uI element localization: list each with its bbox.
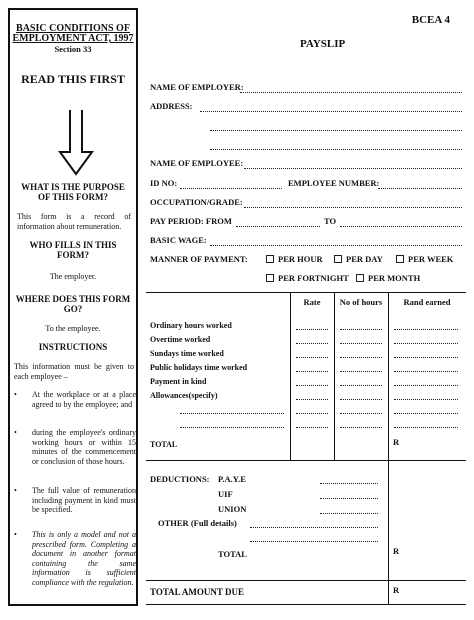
where-answer: To the employee. (45, 324, 101, 333)
hours-cell[interactable] (340, 350, 382, 358)
bullet-icon: • (14, 530, 17, 539)
rate-cell[interactable] (296, 406, 328, 414)
row-overtime: Overtime worked (150, 335, 211, 344)
bullet-icon: • (14, 390, 17, 399)
bullet-icon: • (14, 486, 17, 495)
deduction-paye: P.A.Y.E (218, 474, 246, 484)
address-label: ADDRESS: (150, 101, 193, 111)
checkbox-icon[interactable] (266, 255, 274, 263)
column-header-rate: Rate (303, 297, 321, 307)
employee-label: NAME OF EMPLOYEE: (150, 158, 244, 168)
column-divider-rate (290, 292, 291, 460)
option-per-hour[interactable]: PER HOUR (266, 254, 323, 264)
deductions-top-border (146, 460, 466, 461)
deduction-other: OTHER (Full details) (158, 518, 237, 528)
instructions-intro: This information must be given to each employee – (14, 362, 134, 381)
basic-wage-field[interactable] (210, 237, 462, 246)
earned-cell[interactable] (394, 406, 458, 414)
rate-cell[interactable] (296, 350, 328, 358)
deductions-label: DEDUCTIONS: (150, 474, 210, 484)
form-code: BCEA 4 (411, 14, 450, 26)
total-due-bottom-border (146, 604, 466, 605)
table-top-border (146, 292, 466, 293)
bullet-icon: • (14, 428, 17, 437)
option-per-month[interactable]: PER MONTH (356, 273, 420, 283)
occupation-field[interactable] (244, 199, 462, 208)
uif-field[interactable] (320, 491, 378, 499)
union-field[interactable] (320, 506, 378, 514)
pay-period-to-field[interactable] (340, 218, 462, 227)
earned-cell[interactable] (394, 364, 458, 372)
rate-cell[interactable] (296, 378, 328, 386)
allowance-detail-field[interactable] (180, 406, 284, 414)
hours-cell[interactable] (340, 420, 382, 428)
paye-field[interactable] (320, 476, 378, 484)
column-divider-earned (388, 292, 389, 460)
form-title: PAYSLIP (300, 38, 346, 50)
rate-cell[interactable] (296, 392, 328, 400)
rate-cell[interactable] (296, 336, 328, 344)
option-per-fortnight[interactable]: PER FORTNIGHT (266, 273, 349, 283)
checkbox-icon[interactable] (266, 274, 274, 282)
rate-cell[interactable] (296, 322, 328, 330)
manner-of-payment-label: MANNER OF PAYMENT: (150, 254, 248, 264)
who-answer: The employer. (49, 272, 97, 281)
employee-number-label: EMPLOYEE NUMBER: (288, 178, 380, 188)
hours-cell[interactable] (340, 364, 382, 372)
rate-cell[interactable] (296, 420, 328, 428)
pay-period-to-label: TO (324, 216, 337, 226)
rate-cell[interactable] (296, 364, 328, 372)
occupation-label: OCCUPATION/GRADE: (150, 197, 243, 207)
hours-cell[interactable] (340, 392, 382, 400)
earned-cell[interactable] (394, 350, 458, 358)
act-section: Section 33 (54, 44, 92, 54)
hours-cell[interactable] (340, 336, 382, 344)
act-title-line-1: BASIC CONDITIONS OF (16, 23, 130, 34)
read-first-heading: READ THIS FIRST (21, 72, 125, 86)
total-due-top-border (146, 580, 466, 581)
checkbox-icon[interactable] (334, 255, 342, 263)
who-heading-1: WHO FILLS IN THIS (29, 240, 117, 250)
address-field-line-1[interactable] (200, 103, 462, 112)
total-amount-due-label: TOTAL AMOUNT DUE (150, 587, 245, 597)
employer-field[interactable] (240, 84, 462, 93)
purpose-answer: This form is a record of information about remuneration. (17, 212, 131, 231)
checkbox-icon[interactable] (396, 255, 404, 263)
deductions-total-currency: R (393, 546, 400, 556)
pay-period-from-field[interactable] (236, 218, 320, 227)
earned-cell[interactable] (394, 378, 458, 386)
deduction-uif: UIF (218, 489, 233, 499)
employee-field[interactable] (244, 160, 462, 169)
deduction-union: UNION (218, 504, 247, 514)
earned-cell[interactable] (394, 336, 458, 344)
column-header-hours: No of hours (339, 297, 383, 307)
where-heading-1: WHERE DOES THIS FORM (15, 294, 131, 304)
allowance-detail-field[interactable] (180, 420, 284, 428)
act-title-line-2: EMPLOYMENT ACT, 1997 (12, 33, 134, 44)
who-heading-2: FORM? (57, 250, 89, 260)
option-per-day[interactable]: PER DAY (334, 254, 383, 264)
total-due-divider (388, 580, 389, 604)
address-field-line-3[interactable] (210, 141, 462, 150)
row-public-holidays: Public holidays time worked (150, 363, 248, 372)
deductions-divider (388, 460, 389, 580)
hours-cell[interactable] (340, 406, 382, 414)
instructions-sidebar: BASIC CONDITIONS OF EMPLOYMENT ACT, 1997 Section 33 READ THIS FIRST WHAT IS THE PURPOSE OF THIS FORM? This form is a record of information about remuneration. WHO FILLS IN THIS FORM? The employer. WHERE DOES THIS FORM GO? To the employee. INSTRUCTIONS This information must be given to each employee – • At the workplace or at a place agreed to by the employee; and • during the employee's ordinary working hours or within 15 minutes of the commencement or conclusion of those hours. • The full value of remuneration including payment in kind must be specified. • This is only a model and not a prescribed form. Completing a document in another format containing the same information is sufficient compliance with the regulation. (8, 8, 138, 606)
other-field[interactable] (250, 520, 378, 528)
basic-wage-label: BASIC WAGE: (150, 235, 207, 245)
where-heading-2: GO? (63, 304, 83, 314)
earned-cell[interactable] (394, 420, 458, 428)
row-allowances: Allowances(specify) (150, 391, 218, 400)
deductions-total-label: TOTAL (218, 549, 247, 559)
instructions-heading: INSTRUCTIONS (38, 342, 108, 352)
earnings-total-label: TOTAL (150, 440, 178, 449)
row-payment-in-kind: Payment in kind (150, 377, 207, 386)
hours-cell[interactable] (340, 378, 382, 386)
column-divider-hours (334, 292, 335, 460)
column-header-earned: Rand earned (403, 297, 451, 307)
row-ordinary-hours: Ordinary hours worked (150, 321, 232, 330)
id-no-field[interactable] (180, 180, 282, 189)
total-amount-due-currency: R (393, 585, 400, 595)
purpose-heading-2: OF THIS FORM? (37, 192, 108, 202)
hours-cell[interactable] (340, 322, 382, 330)
earnings-total-currency: R (393, 437, 400, 447)
address-field-line-2[interactable] (210, 122, 462, 131)
employee-number-field[interactable] (378, 180, 462, 189)
employer-label: NAME OF EMPLOYER: (150, 82, 244, 92)
id-no-label: ID NO: (150, 178, 178, 188)
down-arrow-icon (58, 110, 94, 176)
pay-period-label: PAY PERIOD: FROM (150, 216, 232, 226)
earned-cell[interactable] (394, 322, 458, 330)
option-per-week[interactable]: PER WEEK (396, 254, 453, 264)
purpose-heading-1: WHAT IS THE PURPOSE (21, 182, 125, 192)
other-field[interactable] (250, 534, 378, 542)
earned-cell[interactable] (394, 392, 458, 400)
checkbox-icon[interactable] (356, 274, 364, 282)
row-sundays: Sundays time worked (150, 349, 224, 358)
